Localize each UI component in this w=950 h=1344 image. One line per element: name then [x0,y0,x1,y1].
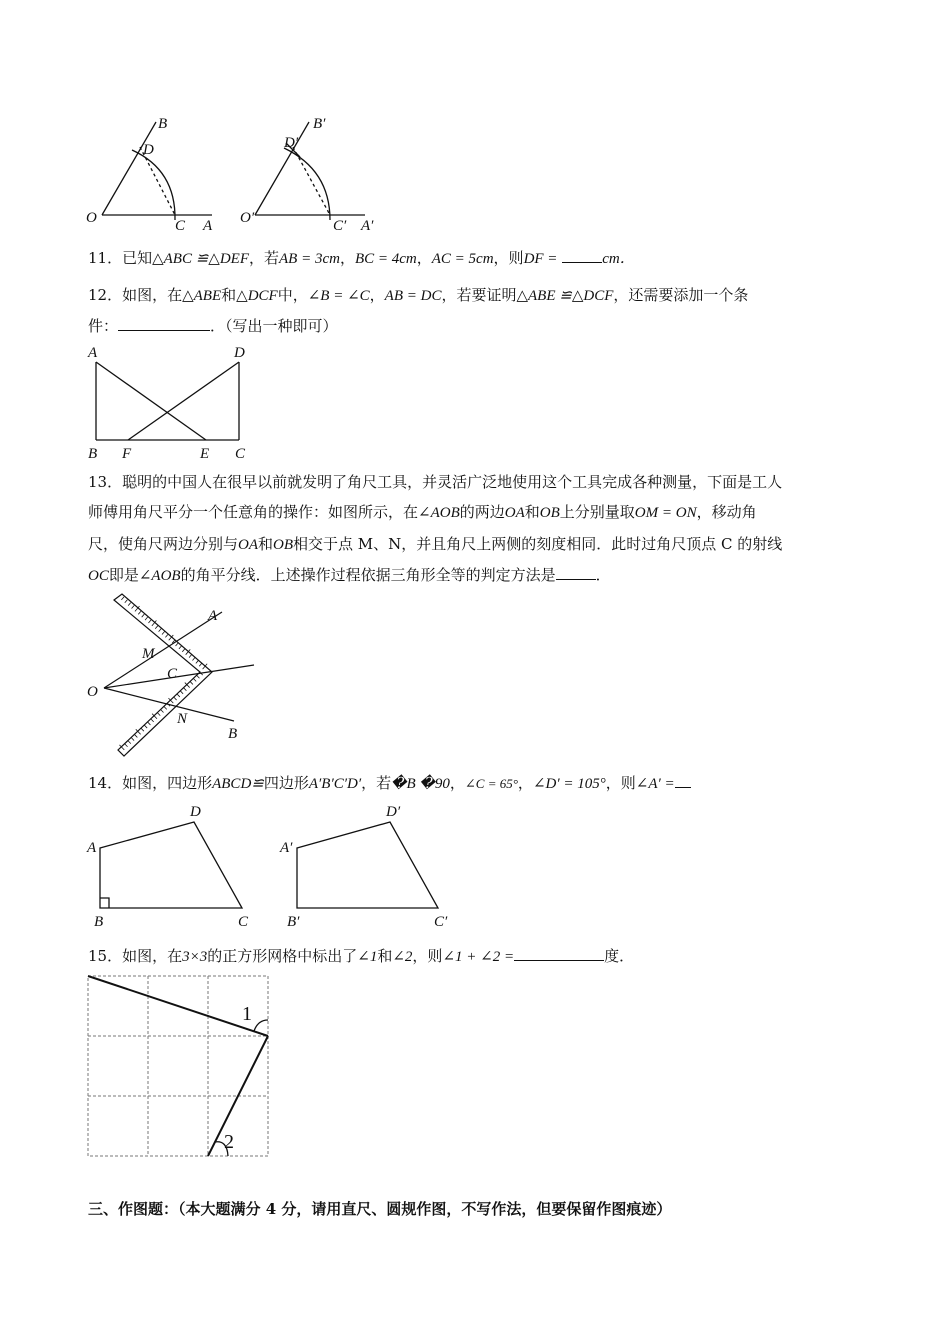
label-A: A [208,608,218,624]
ruler-tick [180,691,183,694]
question-15: 15．如图，在3×3的正方形网格中标出了∠1和∠2，则∠1 + ∠2 = 度． [88,947,635,965]
ruler-tick [121,597,124,600]
ruler-tick [196,660,199,663]
label-B: B [88,446,98,462]
label-M: M [142,646,155,662]
ruler-tick [145,617,148,620]
label-O-prime: O′ [240,210,255,226]
label-C-prime: C′ [434,914,448,930]
question-13-line3: 尺，使角尺两边分别与OA和OB相交于点 M、N，并且角尺上两侧的刻度相同．此时过角尺顶点 C 的射线 [88,535,783,553]
label-A-prime: A′ [361,218,374,234]
label-D: D [190,804,201,820]
ruler-tick [128,741,131,744]
ruler-tick [165,634,168,637]
ruler-tick [141,728,144,731]
ruler-tick [159,629,162,632]
figure-q13-angle-ruler [82,590,282,760]
angle-1-label: 1 [242,1003,252,1025]
answer-blank-14[interactable] [675,773,691,788]
question-13-line1: 13．聪明的中国人在很早以前就发明了角尺工具，并灵活广泛地使用这个工具完成各种测量，下面是工人 [88,473,783,491]
label-A: A [203,218,213,234]
section-3-heading: 三、作图题：（本大题满分 4 分，请用直尺、圆规作图，不写作法，但要保留作图痕迹） [88,1200,672,1218]
question-12-line2: 件： ．（写出一种即可） [88,317,338,335]
ruler-tick [182,649,185,652]
answer-blank-12[interactable] [118,316,210,331]
ruler-tick [155,626,158,629]
question-11: 11．已知△ABC ≌△DEF，若AB = 3cm，BC = 4cm，AC = 5cm，则DF = cm． [88,249,635,267]
label-D: D [234,345,245,361]
ruler-tick [138,611,141,614]
label-B-prime: B′ [287,914,300,930]
ruler-tick [151,719,154,722]
ruler-tick [132,605,135,608]
label-D-prime: D′ [386,804,401,820]
figure-q12-triangles [82,340,257,465]
ruler-tick [161,710,164,713]
label-C: C [175,218,186,234]
ruler-tick [193,678,196,681]
ruler-tick [125,744,128,747]
ruler-tick [192,657,195,660]
ruler-tick [148,722,151,725]
label-F: F [122,446,132,462]
label-E: E [200,446,210,462]
ruler-tick [179,646,182,649]
label-D: D [143,142,154,158]
label-B: B [158,116,168,132]
figure-q15-grid [82,970,277,1165]
label-C: C [235,446,246,462]
label-N: N [177,711,188,727]
question-12-line1: 12．如图，在△ABE和△DCF中，∠B = ∠C，AB = DC，若要证明△ABE ≌△DCF，还需要添加一个条 [88,286,749,304]
ruler-tick [174,697,177,700]
answer-blank-11[interactable] [562,248,602,263]
question-14: 14．如图，四边形ABCD≌四边形A′B′C′D′，若�B �90，∠C = 65°，∠D′ = 105°，则∠A′ = [88,773,691,794]
label-O: O [86,210,97,226]
ruler-tick [197,675,200,678]
ruler-tick [128,603,131,606]
answer-blank-13[interactable] [556,565,596,580]
ruler-tick [144,725,147,728]
ruler-tick [125,600,128,603]
label-B-prime: B′ [313,116,326,132]
ruler-tick [184,688,187,691]
label-C: C [238,914,249,930]
ruler-tick [135,735,138,738]
label-B: B [228,726,238,742]
answer-blank-15[interactable] [514,946,604,961]
label-C: C [167,666,178,682]
angle-2-label: 2 [224,1131,234,1153]
ruler-tick [199,663,202,666]
ruler-tick [190,682,193,685]
ruler-tick [164,707,167,710]
ruler-tick [142,614,145,617]
question-13-line4: OC即是∠AOB的角平分线．上述操作过程依据三角形全等的判定方法是 ． [88,566,611,584]
ruler-tick [131,738,134,741]
ruler-tick [162,631,165,634]
label-C-prime: C′ [333,218,347,234]
label-B: B [94,914,104,930]
label-O: O [87,684,98,700]
question-13-line2: 师傅用角尺平分一个任意角的操作：如图所示，在∠AOB的两边OA和OB上分别量取OM = ON，移动角 [88,503,757,521]
ruler-tick [177,694,180,697]
figure-q14-quadrilaterals [82,800,462,935]
ruler-tick [189,655,192,658]
label-A-prime: A′ [280,840,293,856]
ruler-tick [157,713,160,716]
ruler-tick [176,643,179,646]
figure-angle-copy [80,110,400,235]
label-A: A [87,840,97,856]
ruler-tick [148,620,151,623]
label-A: A [88,345,98,361]
label-D-prime: D′ [284,135,299,151]
